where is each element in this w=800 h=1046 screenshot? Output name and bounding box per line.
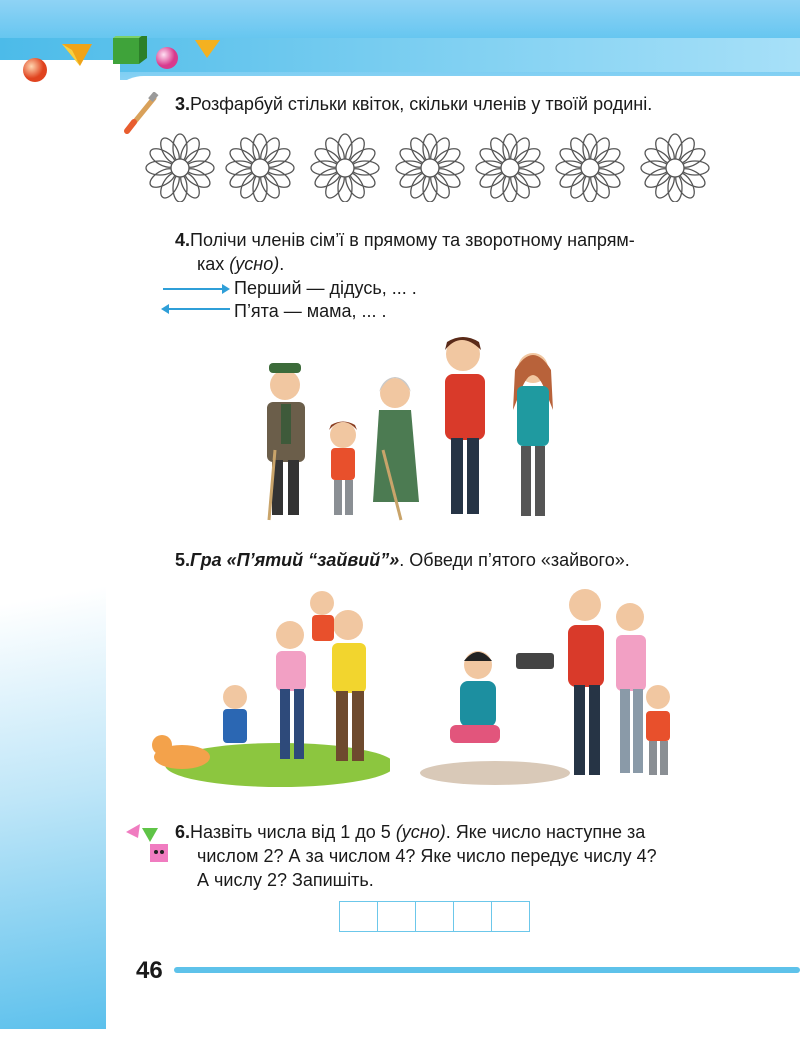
flower-4 bbox=[396, 134, 464, 202]
task-5-number: 5. bbox=[175, 550, 191, 570]
flower-7 bbox=[641, 134, 709, 202]
flower-5 bbox=[476, 134, 544, 202]
answer-cell-4[interactable] bbox=[454, 902, 492, 931]
answer-grid[interactable] bbox=[339, 901, 530, 932]
dad-figure bbox=[445, 337, 485, 514]
flower-6 bbox=[556, 134, 624, 202]
task-6-line3: А числу 2? Запишіть. bbox=[197, 870, 374, 890]
dog-figure bbox=[152, 735, 210, 769]
answer-cell-5[interactable] bbox=[492, 902, 529, 931]
flower-1 bbox=[146, 134, 214, 202]
photographer-family-illustration[interactable] bbox=[420, 585, 680, 795]
task-4-note: (усно) bbox=[229, 254, 280, 274]
answer-cell-3[interactable] bbox=[416, 902, 454, 931]
task-6-line2: числом 2? А за числом 4? Яке число передує числу 4? bbox=[197, 846, 657, 866]
boy-photo-figure bbox=[646, 685, 670, 775]
forward-count-text: Перший — дідусь, ... . bbox=[234, 278, 417, 298]
dad-park-figure bbox=[332, 610, 366, 761]
boy-figure bbox=[329, 422, 357, 516]
grandpa-figure bbox=[267, 363, 305, 520]
mom-photo-figure bbox=[616, 603, 646, 773]
flower-2 bbox=[226, 134, 294, 202]
child-on-shoulders-figure bbox=[310, 591, 334, 641]
side-gradient bbox=[0, 60, 120, 1029]
task-6-number: 6. bbox=[175, 822, 191, 842]
flower-3 bbox=[311, 134, 379, 202]
answer-cell-1[interactable] bbox=[340, 902, 378, 931]
task-4 bbox=[175, 228, 735, 276]
task-6-note: (усно) bbox=[395, 822, 446, 842]
task-4-number: 4. bbox=[175, 230, 191, 250]
arrow-head-left-icon bbox=[161, 303, 171, 315]
photographer-figure bbox=[450, 651, 554, 743]
dad-photo-figure bbox=[568, 589, 604, 775]
task-3 bbox=[175, 92, 652, 116]
shapes-icon bbox=[124, 820, 172, 868]
task-5 bbox=[175, 548, 630, 572]
task-5-text: . Обведи п’ятого «зайвого». bbox=[399, 550, 630, 570]
mom-figure bbox=[513, 353, 553, 516]
family-park-illustration[interactable] bbox=[140, 585, 390, 795]
footer-divider bbox=[174, 967, 800, 973]
mom-park-figure bbox=[276, 621, 306, 759]
girl-figure bbox=[223, 685, 247, 743]
flowers-to-color bbox=[140, 132, 720, 202]
paintbrush-icon bbox=[122, 92, 162, 134]
decorative-shapes-icon bbox=[20, 36, 230, 86]
task-3-number: 3. bbox=[175, 94, 191, 114]
page-number: 46 bbox=[136, 957, 163, 984]
backward-count-text: П’ята — мама, ... . bbox=[234, 301, 387, 321]
task-3-text: Розфарбуй стільки квіток, скільки членів у твоїй родині. bbox=[190, 94, 653, 114]
task-4-line2: ках bbox=[197, 254, 225, 274]
arrow-head-right-icon bbox=[222, 283, 232, 295]
task-6 bbox=[175, 820, 657, 892]
family-illustration bbox=[255, 330, 565, 530]
task-5-title: Гра «П’ятий “зайвий”» bbox=[190, 550, 400, 570]
grandma-figure bbox=[373, 377, 419, 520]
task-4-line1: Полічи членів сім’ї в прямому та зворотному напрям- bbox=[190, 230, 635, 250]
backward-arrow-icon bbox=[168, 308, 230, 310]
forward-arrow-icon bbox=[163, 288, 225, 290]
task-6-line1-start: Назвіть числа від 1 до 5 bbox=[190, 822, 396, 842]
answer-cell-2[interactable] bbox=[378, 902, 416, 931]
task-6-line1-end: . Яке число наступне за bbox=[445, 822, 646, 842]
task-4-line2-end: . bbox=[279, 254, 285, 274]
